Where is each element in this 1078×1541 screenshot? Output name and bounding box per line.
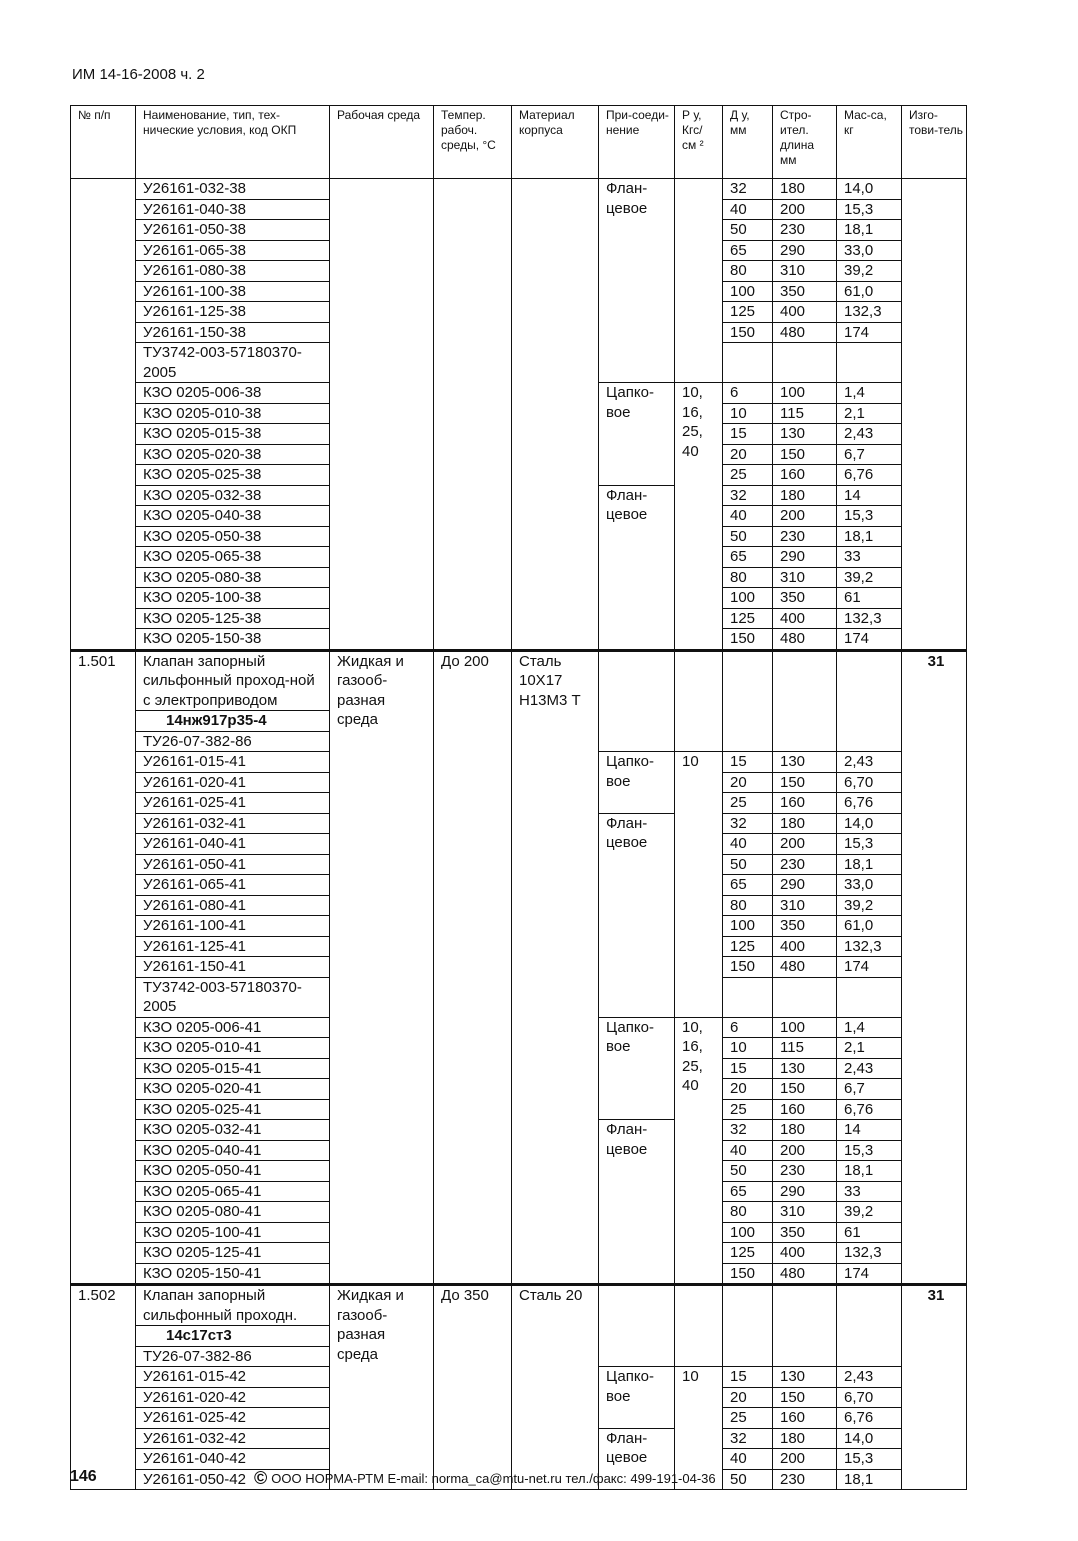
col-pressure-header: Р у, Кгс/ см ² [675, 106, 723, 179]
designation-cell: КЗО 0205-010-38 [136, 403, 330, 424]
working-temperature: До 200 [434, 650, 512, 1285]
mass-cell: 132,3 [837, 302, 902, 323]
designation-cell: У26161-150-38 [136, 322, 330, 343]
designation-cell: КЗО 0205-010-41 [136, 1038, 330, 1059]
mass-cell: 132,3 [837, 936, 902, 957]
mass-cell: 14 [837, 1120, 902, 1141]
mass-cell: 174 [837, 1263, 902, 1285]
designation-cell: КЗО 0205-065-38 [136, 547, 330, 568]
mass-cell: 1,4 [837, 383, 902, 404]
mass-cell: 61 [837, 1222, 902, 1243]
designation-cell: У26161-032-42 [136, 1428, 330, 1449]
length-cell: 130 [773, 752, 837, 773]
designation-cell: КЗО 0205-080-41 [136, 1202, 330, 1223]
nominal-diameter-cell: 25 [723, 1099, 773, 1120]
item-number: 1.502 [71, 1285, 136, 1490]
designation-cell: У26161-065-41 [136, 875, 330, 896]
length-cell: 150 [773, 1079, 837, 1100]
length-cell: 400 [773, 302, 837, 323]
nominal-diameter-cell: 100 [723, 916, 773, 937]
mass-cell: 33,0 [837, 240, 902, 261]
col-connection-header: При-соеди-нение [599, 106, 675, 179]
col-manufacturer-header: Изго-тови-тель [902, 106, 967, 179]
nominal-diameter-cell: 6 [723, 383, 773, 404]
mass-cell: 6,76 [837, 1408, 902, 1429]
nominal-diameter-cell: 15 [723, 1367, 773, 1388]
length-cell: 180 [773, 179, 837, 200]
length-cell: 480 [773, 1263, 837, 1285]
page-number: 146 [70, 1468, 97, 1485]
body-material: Сталь 10Х17 Н13М3 Т [512, 650, 599, 1285]
length-cell: 350 [773, 281, 837, 302]
table-row [71, 179, 967, 200]
technical-spec: ТУ26-07-382-86 [136, 1346, 330, 1367]
nominal-diameter-cell: 100 [723, 588, 773, 609]
mass-cell: 14,0 [837, 813, 902, 834]
designation-cell: У26161-125-41 [136, 936, 330, 957]
length-cell: 290 [773, 240, 837, 261]
length-cell: 130 [773, 424, 837, 445]
body-material: Сталь 20 [512, 1285, 599, 1490]
mass-cell: 2,43 [837, 1367, 902, 1388]
mass-cell: 18,1 [837, 220, 902, 241]
mass-cell: 33 [837, 1181, 902, 1202]
mass-cell: 2,1 [837, 1038, 902, 1059]
length-cell: 180 [773, 485, 837, 506]
designation-cell: КЗО 0205-125-41 [136, 1243, 330, 1264]
length-cell [773, 343, 837, 383]
nominal-diameter-cell: 20 [723, 1079, 773, 1100]
mass-cell: 2,43 [837, 1058, 902, 1079]
length-cell: 115 [773, 403, 837, 424]
length-cell: 100 [773, 383, 837, 404]
nominal-diameter-cell: 50 [723, 1161, 773, 1182]
designation-cell: У26161-015-42 [136, 1367, 330, 1388]
length-cell: 160 [773, 1099, 837, 1120]
item-title: Клапан запорный сильфонный проходн. [136, 1285, 330, 1326]
mass-cell: 132,3 [837, 608, 902, 629]
designation-cell: У26161-050-42 [136, 1469, 330, 1490]
mass-cell [837, 977, 902, 1017]
nominal-diameter-cell [723, 343, 773, 383]
document-code: ИМ 14-16-2008 ч. 2 [72, 66, 205, 83]
mass-cell: 39,2 [837, 567, 902, 588]
mass-cell: 15,3 [837, 834, 902, 855]
length-cell: 200 [773, 506, 837, 527]
mass-cell: 39,2 [837, 895, 902, 916]
table-row [71, 650, 967, 711]
model-designation: 14нж917р35-4 [136, 711, 330, 732]
nominal-diameter-cell: 15 [723, 1058, 773, 1079]
designation-cell: КЗО 0205-150-38 [136, 629, 330, 651]
connection-cell: Цапко-вое [599, 1017, 675, 1120]
designation-cell: КЗО 0205-150-41 [136, 1263, 330, 1285]
mass-cell: 33 [837, 547, 902, 568]
nominal-diameter-cell: 80 [723, 895, 773, 916]
mass-cell: 14,0 [837, 179, 902, 200]
nominal-diameter-cell: 80 [723, 261, 773, 282]
nominal-diameter-cell [723, 1285, 773, 1367]
designation-cell: КЗО 0205-080-38 [136, 567, 330, 588]
length-cell: 400 [773, 1243, 837, 1264]
connection-cell [599, 650, 675, 752]
mass-cell: 18,1 [837, 1469, 902, 1490]
designation-cell: ТУ3742-003-57180370-2005 [136, 343, 330, 383]
mass-cell: 15,3 [837, 199, 902, 220]
length-cell [773, 1285, 837, 1367]
designation-cell: У26161-150-41 [136, 957, 330, 978]
mass-cell: 15,3 [837, 1449, 902, 1470]
length-cell [773, 650, 837, 752]
length-cell: 115 [773, 1038, 837, 1059]
length-cell: 160 [773, 465, 837, 486]
designation-cell: КЗО 0205-040-41 [136, 1140, 330, 1161]
length-cell: 150 [773, 444, 837, 465]
designation-cell: ТУ3742-003-57180370-2005 [136, 977, 330, 1017]
nominal-diameter-cell: 80 [723, 1202, 773, 1223]
nominal-diameter-cell: 125 [723, 1243, 773, 1264]
length-cell: 200 [773, 1449, 837, 1470]
manufacturer-code: 31 [902, 1285, 967, 1490]
valve-spec-table [70, 105, 967, 1490]
table-header [71, 106, 967, 179]
length-cell: 480 [773, 629, 837, 651]
nominal-diameter-cell: 100 [723, 281, 773, 302]
temperature-cell [434, 179, 512, 651]
mass-cell: 2,1 [837, 403, 902, 424]
nominal-diameter-cell: 125 [723, 608, 773, 629]
designation-cell: КЗО 0205-032-41 [136, 1120, 330, 1141]
length-cell: 180 [773, 1120, 837, 1141]
copyright-icon: © [254, 1468, 268, 1488]
connection-cell: Флан-цевое [599, 1120, 675, 1285]
nominal-diameter-cell: 40 [723, 834, 773, 855]
nominal-diameter-cell: 150 [723, 957, 773, 978]
mass-cell: 132,3 [837, 1243, 902, 1264]
working-temperature: До 350 [434, 1285, 512, 1490]
length-cell: 350 [773, 588, 837, 609]
table-row [71, 1285, 967, 1326]
mass-cell: 6,7 [837, 444, 902, 465]
nominal-diameter-cell: 25 [723, 465, 773, 486]
pressure-cell [675, 179, 723, 383]
nominal-diameter-cell: 65 [723, 875, 773, 896]
nominal-diameter-cell: 32 [723, 1428, 773, 1449]
designation-cell: КЗО 0205-015-41 [136, 1058, 330, 1079]
nominal-diameter-cell: 50 [723, 854, 773, 875]
designation-cell: У26161-100-41 [136, 916, 330, 937]
mass-cell: 39,2 [837, 1202, 902, 1223]
mass-cell: 61,0 [837, 281, 902, 302]
pressure-cell: 10, 16, 25, 40 [675, 383, 723, 651]
col-length-header: Стро-ител. длина мм [773, 106, 837, 179]
col-material-header: Материал корпуса [512, 106, 599, 179]
mass-cell: 174 [837, 322, 902, 343]
length-cell: 310 [773, 1202, 837, 1223]
designation-cell: КЗО 0205-040-38 [136, 506, 330, 527]
nominal-diameter-cell: 20 [723, 772, 773, 793]
nominal-diameter-cell: 32 [723, 179, 773, 200]
connection-cell [599, 1285, 675, 1367]
designation-cell: У26161-040-41 [136, 834, 330, 855]
designation-cell: У26161-020-42 [136, 1387, 330, 1408]
nominal-diameter-cell: 10 [723, 1038, 773, 1059]
designation-cell: КЗО 0205-020-41 [136, 1079, 330, 1100]
manufacturer-code: 31 [902, 650, 967, 1285]
mass-cell: 18,1 [837, 1161, 902, 1182]
designation-cell: У26161-040-38 [136, 199, 330, 220]
manufacturer-cell [902, 179, 967, 651]
designation-cell: У26161-025-42 [136, 1408, 330, 1429]
nominal-diameter-cell: 6 [723, 1017, 773, 1038]
working-medium: Жидкая и газооб-разная среда [330, 1285, 434, 1490]
medium-cell [330, 179, 434, 651]
mass-cell: 6,76 [837, 1099, 902, 1120]
mass-cell: 14,0 [837, 1428, 902, 1449]
connection-cell: Цапко-вое [599, 752, 675, 814]
mass-cell: 33,0 [837, 875, 902, 896]
nominal-diameter-cell: 20 [723, 1387, 773, 1408]
length-cell: 480 [773, 957, 837, 978]
working-medium: Жидкая и газооб-разная среда [330, 650, 434, 1285]
footer-publisher [254, 1467, 716, 1488]
number-cell [71, 179, 136, 651]
length-cell: 230 [773, 1161, 837, 1182]
pressure-cell: 10, 16, 25, 40 [675, 1017, 723, 1285]
nominal-diameter-cell: 150 [723, 629, 773, 651]
length-cell: 180 [773, 813, 837, 834]
designation-cell: У26161-125-38 [136, 302, 330, 323]
mass-cell: 6,70 [837, 1387, 902, 1408]
designation-cell: У26161-080-41 [136, 895, 330, 916]
nominal-diameter-cell: 15 [723, 424, 773, 445]
col-nominal-diameter-header: Д у, мм [723, 106, 773, 179]
mass-cell: 15,3 [837, 506, 902, 527]
nominal-diameter-cell: 100 [723, 1222, 773, 1243]
length-cell: 150 [773, 772, 837, 793]
mass-cell: 39,2 [837, 261, 902, 282]
length-cell: 310 [773, 567, 837, 588]
connection-cell: Флан-цевое [599, 1428, 675, 1490]
designation-cell: КЗО 0205-100-41 [136, 1222, 330, 1243]
nominal-diameter-cell: 25 [723, 793, 773, 814]
length-cell: 200 [773, 1140, 837, 1161]
length-cell: 400 [773, 608, 837, 629]
designation-cell: У26161-100-38 [136, 281, 330, 302]
nominal-diameter-cell: 125 [723, 936, 773, 957]
mass-cell: 6,76 [837, 793, 902, 814]
mass-cell: 2,43 [837, 424, 902, 445]
designation-cell: КЗО 0205-032-38 [136, 485, 330, 506]
col-medium-header: Рабочая среда [330, 106, 434, 179]
length-cell: 130 [773, 1367, 837, 1388]
connection-cell: Флан-цевое [599, 179, 675, 383]
nominal-diameter-cell: 65 [723, 240, 773, 261]
nominal-diameter-cell: 80 [723, 567, 773, 588]
designation-cell: У26161-032-41 [136, 813, 330, 834]
nominal-diameter-cell: 40 [723, 199, 773, 220]
nominal-diameter-cell: 15 [723, 752, 773, 773]
material-cell [512, 179, 599, 651]
nominal-diameter-cell: 125 [723, 302, 773, 323]
connection-cell: Флан-цевое [599, 485, 675, 650]
mass-cell: 14 [837, 485, 902, 506]
designation-cell: У26161-025-41 [136, 793, 330, 814]
item-number: 1.501 [71, 650, 136, 1285]
pressure-cell: 10 [675, 1367, 723, 1490]
designation-cell: КЗО 0205-100-38 [136, 588, 330, 609]
pressure-cell [675, 650, 723, 752]
mass-cell [837, 1285, 902, 1367]
designation-cell: У26161-015-41 [136, 752, 330, 773]
length-cell: 150 [773, 1387, 837, 1408]
nominal-diameter-cell: 150 [723, 1263, 773, 1285]
nominal-diameter-cell: 32 [723, 485, 773, 506]
designation-cell: КЗО 0205-025-38 [136, 465, 330, 486]
col-number-header: № п/п [71, 106, 136, 179]
nominal-diameter-cell: 50 [723, 220, 773, 241]
designation-cell: КЗО 0205-125-38 [136, 608, 330, 629]
mass-cell: 174 [837, 957, 902, 978]
mass-cell: 6,76 [837, 465, 902, 486]
col-mass-header: Мас-са, кг [837, 106, 902, 179]
pressure-cell: 10 [675, 752, 723, 1018]
length-cell: 130 [773, 1058, 837, 1079]
nominal-diameter-cell: 10 [723, 403, 773, 424]
length-cell: 230 [773, 526, 837, 547]
length-cell: 350 [773, 1222, 837, 1243]
length-cell: 350 [773, 916, 837, 937]
length-cell: 310 [773, 261, 837, 282]
length-cell: 160 [773, 793, 837, 814]
designation-cell: У26161-050-41 [136, 854, 330, 875]
designation-cell: КЗО 0205-020-38 [136, 444, 330, 465]
nominal-diameter-cell: 25 [723, 1408, 773, 1429]
pressure-cell [675, 1285, 723, 1367]
mass-cell: 174 [837, 629, 902, 651]
nominal-diameter-cell: 50 [723, 1469, 773, 1490]
nominal-diameter-cell: 50 [723, 526, 773, 547]
nominal-diameter-cell: 40 [723, 1140, 773, 1161]
connection-cell: Флан-цевое [599, 813, 675, 1017]
length-cell: 230 [773, 220, 837, 241]
length-cell: 290 [773, 547, 837, 568]
designation-cell: КЗО 0205-006-41 [136, 1017, 330, 1038]
mass-cell: 61,0 [837, 916, 902, 937]
length-cell: 100 [773, 1017, 837, 1038]
publisher-contact: ООО НОРМА-РТМ E-mail: norma_ca@mtu-net.ru тел./факс: 499-191-04-36 [271, 1471, 716, 1486]
length-cell: 290 [773, 1181, 837, 1202]
technical-spec: ТУ26-07-382-86 [136, 731, 330, 752]
mass-cell: 15,3 [837, 1140, 902, 1161]
length-cell: 200 [773, 834, 837, 855]
designation-cell: КЗО 0205-065-41 [136, 1181, 330, 1202]
nominal-diameter-cell: 65 [723, 547, 773, 568]
designation-cell: У26161-050-38 [136, 220, 330, 241]
mass-cell: 18,1 [837, 854, 902, 875]
designation-cell: КЗО 0205-050-41 [136, 1161, 330, 1182]
designation-cell: У26161-065-38 [136, 240, 330, 261]
model-designation: 14с17ст3 [136, 1326, 330, 1347]
nominal-diameter-cell: 20 [723, 444, 773, 465]
length-cell: 400 [773, 936, 837, 957]
length-cell: 230 [773, 854, 837, 875]
mass-cell: 2,43 [837, 752, 902, 773]
nominal-diameter-cell [723, 977, 773, 1017]
mass-cell: 18,1 [837, 526, 902, 547]
col-temperature-header: Темпер. рабоч. среды, °С [434, 106, 512, 179]
nominal-diameter-cell: 150 [723, 322, 773, 343]
length-cell: 480 [773, 322, 837, 343]
length-cell [773, 977, 837, 1017]
length-cell: 310 [773, 895, 837, 916]
designation-cell: У26161-020-41 [136, 772, 330, 793]
designation-cell: КЗО 0205-006-38 [136, 383, 330, 404]
item-title: Клапан запорный сильфонный проход-ной с электроприводом [136, 650, 330, 711]
nominal-diameter-cell: 32 [723, 813, 773, 834]
nominal-diameter-cell: 32 [723, 1120, 773, 1141]
mass-cell: 61 [837, 588, 902, 609]
connection-cell: Цапко-вое [599, 383, 675, 486]
designation-cell: КЗО 0205-025-41 [136, 1099, 330, 1120]
connection-cell: Цапко-вое [599, 1367, 675, 1429]
designation-cell: КЗО 0205-015-38 [136, 424, 330, 445]
designation-cell: У26161-032-38 [136, 179, 330, 200]
mass-cell: 1,4 [837, 1017, 902, 1038]
nominal-diameter-cell: 40 [723, 506, 773, 527]
nominal-diameter-cell: 40 [723, 1449, 773, 1470]
designation-cell: У26161-080-38 [136, 261, 330, 282]
mass-cell: 6,70 [837, 772, 902, 793]
mass-cell: 6,7 [837, 1079, 902, 1100]
mass-cell [837, 343, 902, 383]
length-cell: 230 [773, 1469, 837, 1490]
col-name-header: Наименование, тип, тех-нические условия, код ОКП [136, 106, 330, 179]
length-cell: 200 [773, 199, 837, 220]
nominal-diameter-cell: 65 [723, 1181, 773, 1202]
length-cell: 180 [773, 1428, 837, 1449]
mass-cell [837, 650, 902, 752]
nominal-diameter-cell [723, 650, 773, 752]
designation-cell: У26161-040-42 [136, 1449, 330, 1470]
length-cell: 160 [773, 1408, 837, 1429]
length-cell: 290 [773, 875, 837, 896]
designation-cell: КЗО 0205-050-38 [136, 526, 330, 547]
